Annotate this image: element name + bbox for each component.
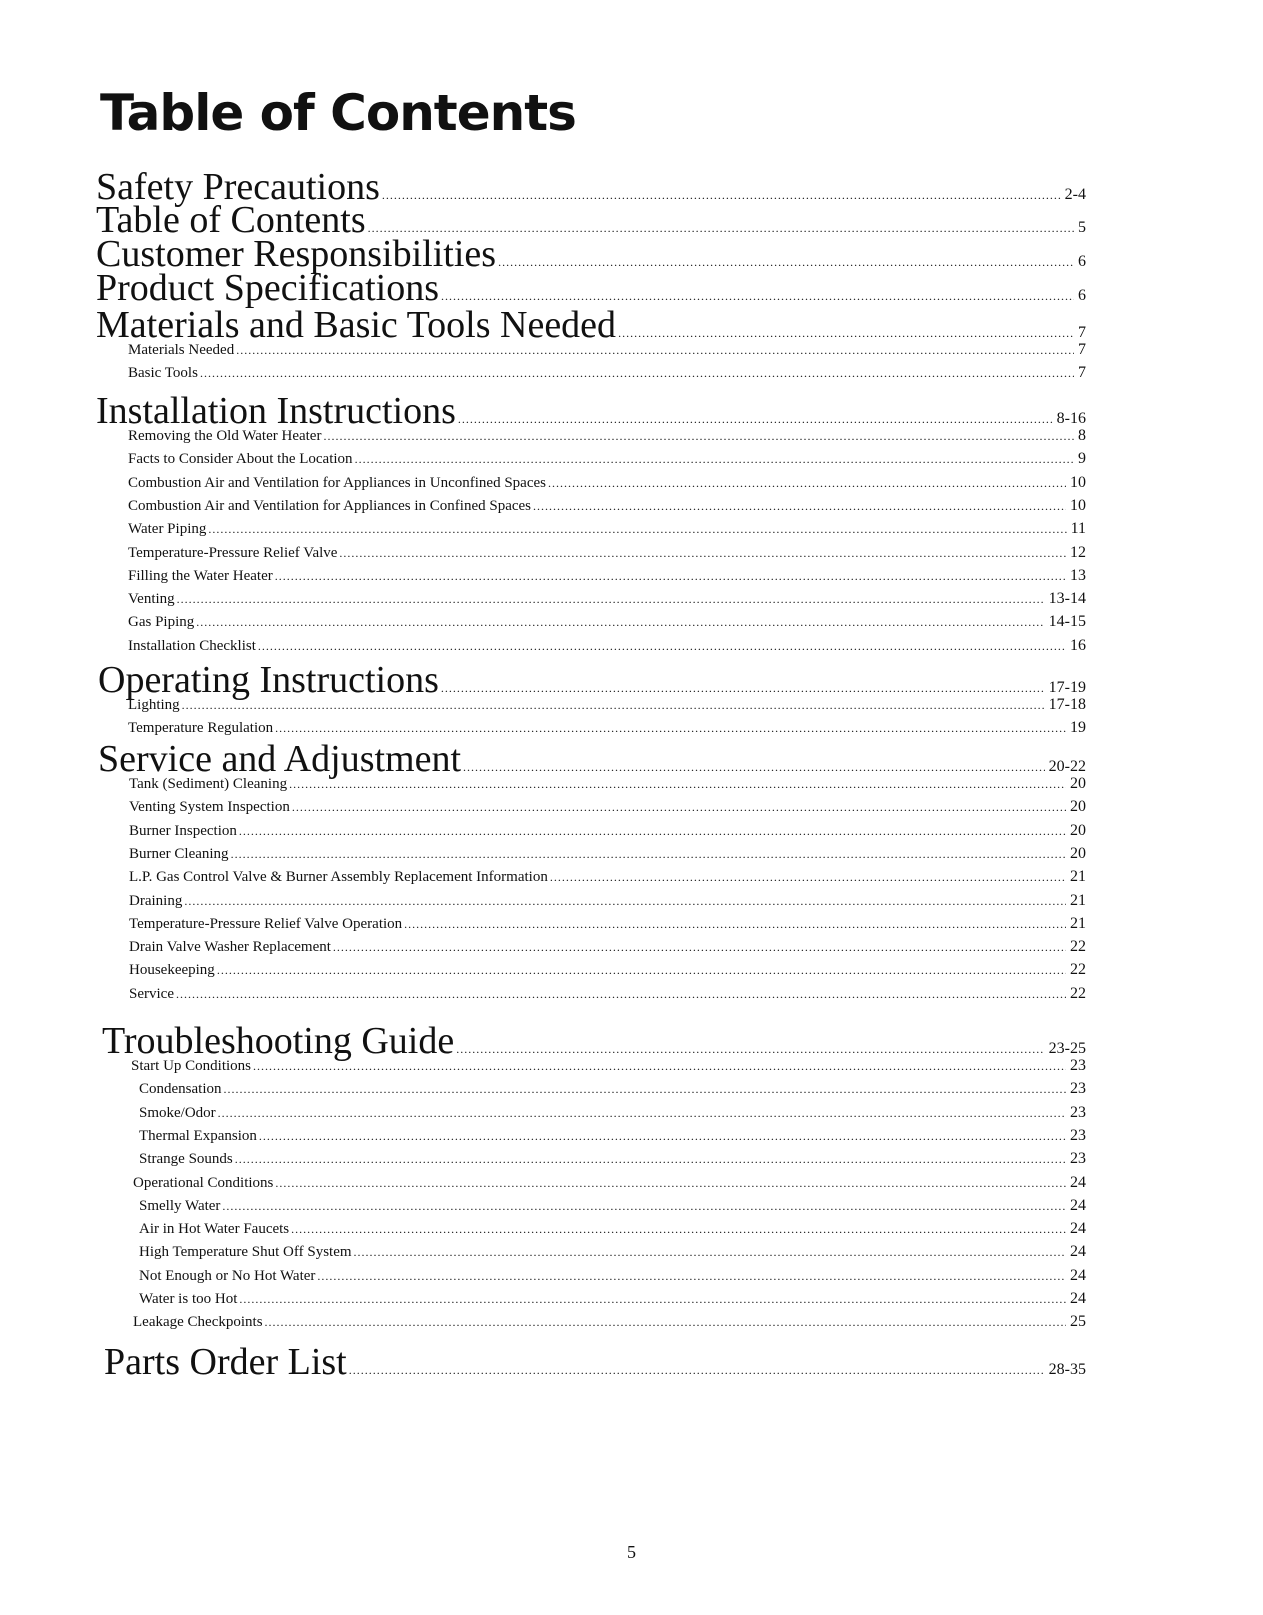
entry-title: Not Enough or No Hot Water	[139, 1267, 316, 1284]
toc-entry	[0, 544, 1086, 568]
section-title: Troubleshooting Guide	[102, 1020, 455, 1062]
dot-leader	[217, 963, 1066, 978]
entry-title: Temperature Regulation	[128, 720, 274, 737]
section-title: Customer Responsibilities	[96, 233, 497, 275]
entry-title: Operational Conditions	[133, 1174, 274, 1191]
dot-leader	[291, 1222, 1066, 1237]
page-ref: 22	[1070, 938, 1086, 956]
dot-leader	[275, 1176, 1066, 1191]
entry-title: Burner Inspection	[129, 822, 237, 839]
toc-entry	[0, 798, 1086, 822]
entry-title: Temperature-Pressure Relief Valve Operation	[129, 915, 403, 932]
entry-title: Strange Sounds	[139, 1151, 233, 1168]
page-ref: 21	[1070, 914, 1086, 932]
toc-entry	[0, 427, 1086, 451]
entry-title: Drain Valve Washer Replacement	[129, 939, 331, 956]
toc-entry	[0, 341, 1086, 365]
entry-title: Venting	[128, 591, 175, 608]
page-ref: 20	[1070, 798, 1086, 816]
page-ref: 24	[1070, 1290, 1086, 1307]
dot-leader	[441, 681, 1045, 696]
page-ref: 24	[1070, 1220, 1086, 1238]
toc-entry	[0, 1290, 1086, 1314]
toc-entry	[0, 1150, 1086, 1174]
entry-title: Filling the Water Heater	[128, 567, 273, 584]
entry-title: Materials Needed	[128, 342, 235, 358]
dot-leader	[456, 1042, 1044, 1057]
page-ref: 6	[1078, 287, 1086, 304]
dot-leader	[236, 343, 1074, 358]
dot-leader	[463, 760, 1045, 775]
dot-leader	[253, 1059, 1066, 1074]
section-title: Table of Contents	[96, 199, 366, 241]
page-ref: 19	[1070, 719, 1086, 737]
toc-entry	[0, 1313, 1086, 1337]
toc-entry	[0, 474, 1086, 498]
toc-entry	[0, 1243, 1086, 1267]
page-ref: 16	[1070, 636, 1086, 654]
entry-title: Air in Hot Water Faucets	[139, 1221, 290, 1238]
entry-title: Housekeeping	[129, 962, 215, 979]
toc-entry	[0, 696, 1086, 720]
toc-entry	[0, 868, 1086, 892]
page-ref: 7	[1078, 341, 1086, 358]
page-ref: 17-19	[1048, 679, 1086, 696]
page-ref: 5	[1078, 219, 1086, 236]
page-ref: 22	[1070, 961, 1086, 979]
page-ref: 7	[1078, 324, 1086, 341]
entry-title: Facts to Consider About the Location	[128, 451, 353, 468]
dot-leader	[231, 847, 1066, 862]
dot-leader	[333, 940, 1066, 955]
dot-leader	[404, 917, 1066, 932]
dot-leader	[289, 777, 1066, 792]
dot-leader	[339, 546, 1066, 561]
entry-title: Smoke/Odor	[139, 1104, 216, 1121]
dot-leader	[258, 639, 1066, 654]
page-ref: 11	[1070, 520, 1086, 538]
dot-leader	[275, 569, 1066, 584]
toc-entry	[0, 915, 1086, 939]
dot-leader	[275, 721, 1066, 736]
section-title: Parts Order List	[104, 1341, 347, 1383]
dot-leader	[618, 326, 1074, 341]
dot-leader	[177, 592, 1045, 607]
page-ref: 20	[1070, 775, 1086, 792]
toc-entry	[0, 961, 1086, 985]
page-ref: 8	[1078, 427, 1086, 444]
page-ref: 9	[1078, 450, 1086, 468]
section-title: Installation Instructions	[96, 390, 456, 432]
dot-leader	[224, 1082, 1067, 1097]
section-title: Service and Adjustment	[98, 738, 462, 780]
entry-title: High Temperature Shut Off System	[139, 1244, 352, 1261]
toc-entry	[0, 364, 1086, 388]
entry-title: Venting System Inspection	[129, 799, 290, 816]
page-ref: 7	[1078, 364, 1086, 382]
dot-leader	[196, 615, 1044, 630]
toc-entry	[0, 1080, 1086, 1104]
dot-leader	[441, 289, 1074, 304]
dot-leader	[176, 987, 1066, 1002]
page-ref: 21	[1070, 891, 1086, 909]
page-ref: 20	[1070, 844, 1086, 862]
page-number: 5	[627, 1542, 636, 1562]
toc-entry	[0, 1057, 1086, 1081]
page-ref: 25	[1070, 1313, 1086, 1331]
dot-leader	[548, 476, 1066, 491]
page-ref: 23	[1070, 1057, 1086, 1074]
entry-title: Combustion Air and Ventilation for Appliances in Unconfined Spaces	[128, 474, 546, 491]
page-ref: 20-22	[1048, 758, 1086, 775]
toc-entry	[0, 613, 1086, 637]
dot-leader	[208, 522, 1066, 537]
entry-title: Tank (Sediment) Cleaning	[129, 776, 288, 792]
entry-title: Gas Piping	[128, 614, 195, 631]
toc-entry	[0, 1197, 1086, 1221]
toc-entry	[0, 567, 1086, 591]
entry-title: Smelly Water	[139, 1197, 221, 1214]
entry-title: Water is too Hot	[139, 1291, 238, 1307]
dot-leader	[182, 698, 1045, 713]
dot-leader	[354, 1245, 1066, 1260]
dot-leader	[239, 824, 1066, 839]
entry-title: Draining	[129, 892, 183, 909]
toc-entry	[0, 520, 1086, 544]
entry-title: Removing the Old Water Heater	[128, 428, 322, 444]
section-title: Materials and Basic Tools Needed	[96, 304, 617, 346]
page-ref: 13	[1070, 566, 1086, 584]
entry-title: Burner Cleaning	[129, 845, 229, 862]
dot-leader	[235, 1152, 1066, 1167]
toc-entry	[0, 892, 1086, 916]
entry-title: L.P. Gas Control Valve & Burner Assembly Replacement Information	[129, 869, 548, 886]
entry-title: Combustion Air and Ventilation for Appliances in Confined Spaces	[128, 497, 532, 514]
section-title: Operating Instructions	[98, 659, 439, 701]
page-ref: 23	[1070, 1103, 1086, 1121]
toc-entry	[0, 1220, 1086, 1244]
dot-leader	[317, 1269, 1066, 1284]
page-ref: 20	[1070, 821, 1086, 839]
dot-leader	[323, 429, 1074, 444]
entry-title: Lighting	[128, 697, 180, 713]
page-ref: 23-25	[1048, 1040, 1086, 1057]
entry-title: Condensation	[139, 1081, 222, 1098]
page-ref: 8-16	[1056, 410, 1086, 427]
entry-title: Basic Tools	[128, 365, 198, 382]
page-ref: 23	[1070, 1150, 1086, 1168]
section-title: Product Specifications	[96, 267, 439, 309]
page-ref: 12	[1070, 543, 1086, 561]
dot-leader	[355, 452, 1074, 467]
entry-title: Service	[129, 985, 174, 1002]
page-ref: 23	[1070, 1080, 1086, 1098]
toc-section	[0, 1340, 1086, 1384]
page-ref: 24	[1070, 1173, 1086, 1191]
dot-leader	[259, 1129, 1066, 1144]
page-ref: 24	[1070, 1266, 1086, 1284]
dot-leader	[200, 366, 1074, 381]
page-ref: 14-15	[1048, 613, 1086, 631]
toc-entry	[0, 450, 1086, 474]
entry-title: Leakage Checkpoints	[133, 1314, 263, 1331]
toc-entry	[0, 1267, 1086, 1291]
dot-leader	[218, 1106, 1066, 1121]
page-ref: 21	[1070, 868, 1086, 886]
toc-entry	[0, 775, 1086, 799]
page-ref: 2-4	[1064, 186, 1086, 203]
toc-entry	[0, 590, 1086, 614]
entry-title: Installation Checklist	[128, 637, 256, 654]
toc-entry	[0, 985, 1086, 1009]
dot-leader	[222, 1199, 1066, 1214]
dot-leader	[184, 894, 1066, 909]
page-ref: 6	[1078, 253, 1086, 270]
page-ref: 13-14	[1048, 590, 1086, 608]
dot-leader	[550, 870, 1066, 885]
toc-entry	[0, 822, 1086, 846]
dot-leader	[292, 800, 1066, 815]
entry-title: Start Up Conditions	[131, 1058, 252, 1074]
dot-leader	[239, 1292, 1066, 1307]
entry-title: Thermal Expansion	[139, 1127, 257, 1144]
page-ref: 28-35	[1048, 1361, 1086, 1378]
toc-entry	[0, 845, 1086, 869]
dot-leader	[265, 1315, 1066, 1330]
toc-entry	[0, 1127, 1086, 1151]
page-ref: 17-18	[1048, 696, 1086, 713]
section-title: Safety Precautions	[96, 166, 380, 208]
entry-title: Temperature-Pressure Relief Valve	[128, 544, 338, 561]
entry-title: Water Piping	[128, 521, 207, 538]
page-ref: 23	[1070, 1126, 1086, 1144]
toc-entry	[0, 1104, 1086, 1128]
dot-leader	[458, 412, 1053, 427]
dot-leader	[349, 1363, 1045, 1378]
toc-entry	[0, 938, 1086, 962]
page-ref: 10	[1070, 496, 1086, 514]
dot-leader	[533, 499, 1066, 514]
page-ref: 10	[1070, 473, 1086, 491]
toc-entry	[0, 497, 1086, 521]
page-ref: 24	[1070, 1243, 1086, 1261]
page-title: Table of Contents	[100, 84, 576, 142]
page-ref: 22	[1070, 984, 1086, 1002]
toc-entry	[0, 1174, 1086, 1198]
page-ref: 24	[1070, 1196, 1086, 1214]
